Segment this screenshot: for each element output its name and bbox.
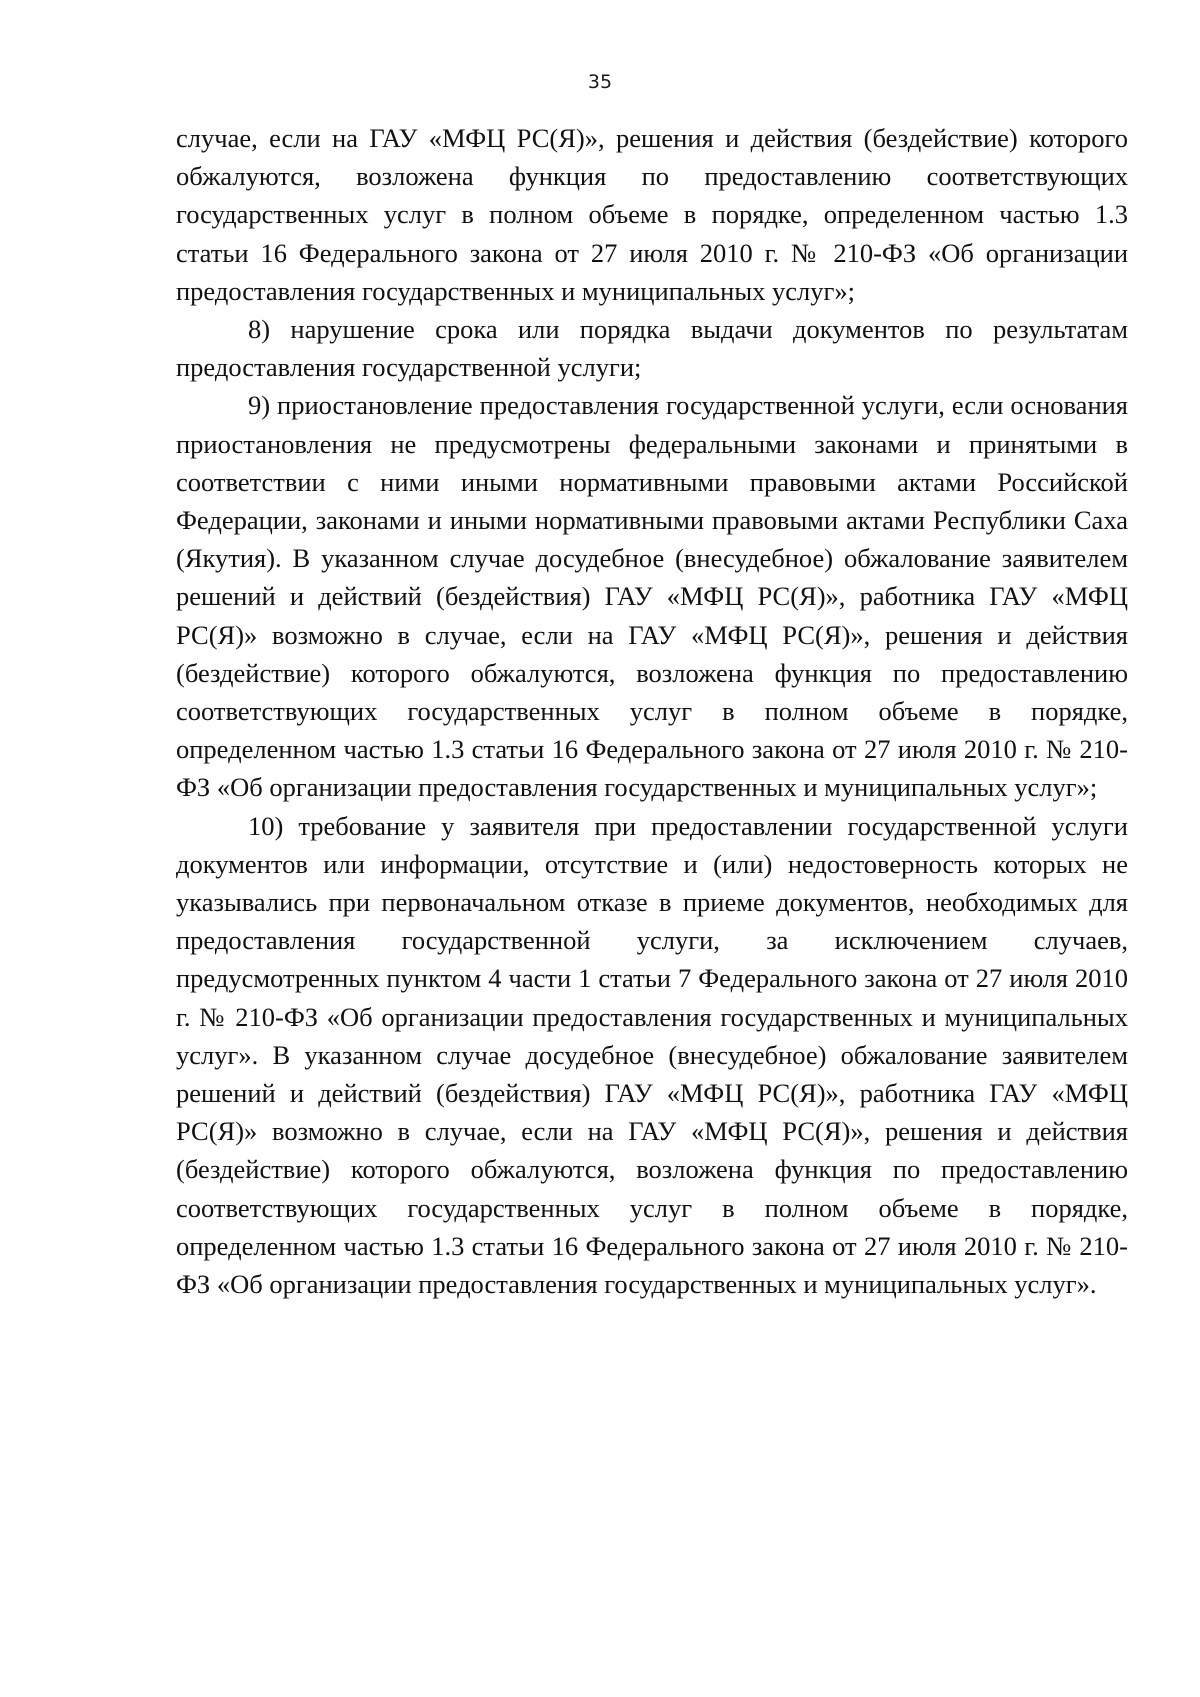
- paragraph-item-9: 9) приостановление предоставления государственной услуги, если основания приостановления не предусмотрены федеральными законами и принятыми в соответствии с ними иными нормативными правовыми актами Российской Федерации, законами и иными нормативными правовыми актами Республики Саха (Якутия). В указанном случае досудебное (внесудебное) обжалование заявителем решений и действий (бездействия) ГАУ «МФЦ РС(Я)», работника ГАУ «МФЦ РС(Я)» возможно в случае, если на ГАУ «МФЦ РС(Я)», решения и действия (бездействие) которого обжалуются, возложена функция по предоставлению соответствующих государственных услуг в полном объеме в порядке, определенном частью 1.3 статьи 16 Федерального закона от 27 июля 2010 г. № 210-ФЗ «Об организации предоставления государственных и муниципальных услуг»;: [176, 390, 1128, 803]
- paragraph-item-8: 8) нарушение срока или порядка выдачи документов по результатам предоставления государственной услуги;: [176, 314, 1128, 383]
- document-body: [176, 119, 1128, 1303]
- paragraph-item-10: 10) требование у заявителя при предоставлении государственной услуги документов или информации, отсутствие и (или) недостоверность которых не указывались при первоначальном отказе в приеме документов, необходимых для предоставления государственной услуги, за исключением случаев, предусмотренных пунктом 4 части 1 статьи 7 Федерального закона от 27 июля 2010 г. № 210-ФЗ «Об организации предоставления государственных и муниципальных услуг». В указанном случае досудебное (внесудебное) обжалование заявителем решений и действий (бездействия) ГАУ «МФЦ РС(Я)», работника ГАУ «МФЦ РС(Я)» возможно в случае, если на ГАУ «МФЦ РС(Я)», решения и действия (бездействие) которого обжалуются, возложена функция по предоставлению соответствующих государственных услуг в полном объеме в порядке, определенном частью 1.3 статьи 16 Федерального закона от 27 июля 2010 г. № 210-ФЗ «Об организации предоставления государственных и муниципальных услуг».: [176, 810, 1128, 1300]
- paragraph-continuation: случае, если на ГАУ «МФЦ РС(Я)», решения и действия (бездействие) которого обжалуются, возложена функция по предоставлению соответствующих государственных услуг в полном объеме в порядке, определенном частью 1.3 статьи 16 Федерального закона от 27 июля 2010 г. № 210-ФЗ «Об организации предоставления государственных и муниципальных услуг»;: [176, 123, 1128, 306]
- page-number: 35: [587, 71, 613, 93]
